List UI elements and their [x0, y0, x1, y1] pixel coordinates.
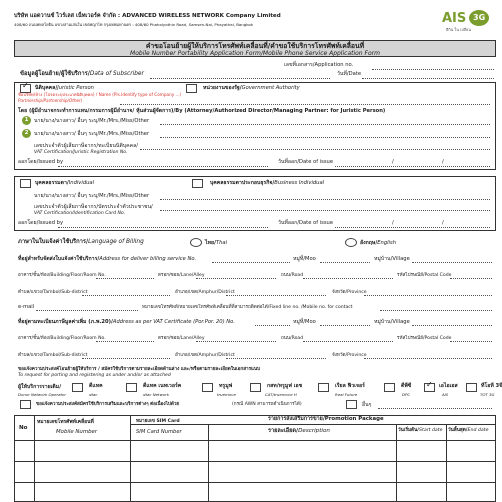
vat-juristic-label: เลขประจำตัวผู้เสียภาษีอากร/ทะเบียนนิติบุคคล/ — [34, 143, 139, 149]
date-separator: / — [442, 220, 444, 226]
operator-dpc-label-en: DPC — [402, 392, 411, 397]
company-name: บริษัท แอดวานซ์ ไวร์เลส เน็ทเวอร์ค จำกัด : ADVANCED WIRELESS NETWORK Company Limited — [14, 13, 281, 19]
operator-truemove-checkbox[interactable] — [202, 383, 213, 392]
individual-name-label: นาย/นาง/นางสาว/ อื่นๆ ระบุ/Mr./Mrs./Miss/Other — [34, 193, 150, 199]
vat-tambol-label: ตำบล/แขวง/Tambol/Sub-district — [18, 353, 88, 358]
billing-house-no-field[interactable] — [212, 262, 290, 263]
government-label: หน่วยงานของรัฐ/Government Authority — [203, 85, 300, 91]
email-label: e-mail — [18, 304, 35, 310]
billing-lane-field[interactable] — [196, 278, 276, 279]
billing-moo-label: หมู่ที่/Moo — [293, 256, 316, 262]
date-label: วันที่/Date — [337, 71, 362, 77]
date-field[interactable] — [362, 78, 494, 79]
vat-district-field[interactable] — [226, 358, 326, 359]
email-field[interactable] — [36, 310, 138, 311]
billing-village-label: หมู่บ้าน/Village — [374, 256, 410, 262]
english-language-label: อังกฤษ/English — [360, 240, 396, 246]
operator-ais-label-en: AIS — [442, 392, 449, 397]
vat-juristic-label-en: VAT Certification/Juristic Registration No. — [34, 150, 128, 155]
table-header-sim-en: SIM Card Number — [136, 429, 182, 435]
thai-language-radio[interactable] — [190, 238, 202, 247]
transfer-intro-thai: ขอแจ้งความประสงค์โอนย้ายผู้ให้บริการ / สมัครใช้บริการตามรายละเอียดด้านล่าง และ/หรือตามรายละเอียดในเอกสารแนบ — [18, 367, 261, 372]
business-individual-checkbox[interactable] — [192, 179, 203, 188]
logo-ais-text: AIS — [442, 11, 467, 26]
extra-services-label: ขอแจ้งความประสงค์สมัครใช้บริการเสริมและบริการต่างๆ ต่อเนื่องไปด้วย — [36, 402, 180, 407]
donor-operator-label-en: Donor Network Operator — [18, 392, 66, 397]
authorized-by-label: โดย (ผู้มีอำนาจกระทำการแทน/กรรมการผู้มีอำนาจ/ หุ้นส่วนผู้จัดการ)/By (Attorney/Authorized Director/Managing Partner: for Juristic Person) — [18, 108, 386, 114]
vat-village-label: หมู่บ้าน/Village — [374, 319, 410, 325]
billing-lane-label: ตรอก/ซอย/Lane/Alley — [158, 273, 205, 278]
billing-road-field[interactable] — [303, 278, 393, 279]
operator-cat-label: กสท/ทรูมูฟ เอช — [267, 383, 303, 389]
company-name-hint: ชื่อบริษัท/ห้าง (โปรดระบุประเภทนิติบุคคล) / Name (Pls.Identify type of Company ...) — [18, 92, 182, 97]
operator-real-future-label: เรียล ฟิวเจอร์ — [335, 383, 365, 389]
person-1-badge: 1 — [22, 116, 31, 125]
billing-moo-field[interactable] — [320, 262, 370, 263]
table-col-divider — [130, 415, 131, 502]
table-header-description: รายละเอียด/Description — [268, 428, 330, 434]
other-field[interactable] — [378, 408, 492, 409]
extra-services-checkbox[interactable] — [20, 400, 31, 409]
english-language-radio[interactable] — [345, 238, 357, 247]
table-row-divider — [14, 482, 496, 483]
operator-dpc-label: ดีพีซี — [401, 383, 412, 389]
company-address: 408/60 ถนนพหลโยธิน แขวงสามเสนใน เขตพญาไท กรุงเทพมหานคร : 408/60 Phaholyothin Road, Samsen-Nai, Phayathai, Bangkok — [14, 22, 253, 27]
billing-tambol-label: ตำบล/แขวง/Tambol/Sub-district — [18, 290, 88, 295]
contact-phone-field[interactable] — [380, 310, 492, 311]
billing-building-label: อาคาร/ชั้น/ห้อง/Building/Floor/Room No. — [18, 273, 106, 278]
operator-dtac-network-checkbox[interactable] — [126, 383, 137, 392]
business-individual-label: บุคคลธรรมดาประกอบธุรกิจ/Business Individual — [210, 180, 325, 186]
vat-village-field[interactable] — [412, 325, 492, 326]
vat-building-label: อาคาร/ชั้น/ห้อง/Building/Floor/Room No. — [18, 336, 106, 341]
table-row-divider — [14, 461, 496, 462]
juristic-label: นิติบุคคล/Juristic Person — [35, 85, 94, 91]
person-1-field[interactable] — [160, 124, 490, 125]
table-header-divider — [130, 424, 496, 425]
operator-dtac-label-en: dtac — [89, 392, 98, 397]
operator-cat-label-en: CAT/truemove H — [265, 392, 297, 397]
operator-dtac-network-label-en: dtac Network — [143, 392, 169, 397]
operator-real-future-checkbox[interactable] — [318, 383, 329, 392]
company-name-field[interactable] — [120, 104, 490, 105]
billing-road-label: ถนน/Road — [281, 273, 304, 278]
table-header-promotion: รายการส่งเสริมการขาย/Promotion Package — [268, 416, 384, 422]
billing-building-field[interactable] — [96, 278, 154, 279]
individual-id-field[interactable] — [160, 210, 490, 211]
vat-address-label: ที่อยู่ตามทะเบียนภาษีมูลค่าเพิ่ม (ภ.พ.20)/Address as per VAT Certificate (Por.Por. 20) No. — [18, 319, 235, 325]
ais-3g-logo — [440, 8, 496, 38]
billing-province-label: จังหวัด/Province — [332, 290, 367, 295]
billing-language-label: ภาษาในใบแจ้งค่าใช้บริการ/Language of Billing — [18, 239, 144, 245]
table-header-no: No — [19, 425, 28, 431]
operator-truemove-label: ทรูมูฟ — [219, 383, 233, 389]
other-checkbox[interactable] — [346, 400, 357, 409]
vat-province-label: จังหวัด/Province — [332, 353, 367, 358]
vat-house-no-field[interactable] — [255, 325, 290, 326]
individual-label: บุคคลธรรมดา/Individual — [35, 180, 95, 186]
vat-postal-field[interactable] — [450, 341, 492, 342]
operator-tot-label: ทีโอที 3จี — [481, 383, 502, 389]
vat-district-label: อำเภอ/เขต/Amphur/District — [175, 353, 235, 358]
individual-checkbox[interactable] — [20, 179, 31, 188]
individual-issued-by-field[interactable] — [58, 227, 268, 228]
thai-language-label: ไทย/Thai — [205, 240, 228, 246]
table-col-divider — [34, 415, 35, 502]
vat-province-field[interactable] — [364, 358, 492, 359]
table-header-end-date: วันสิ้นสุด/End date — [448, 428, 489, 433]
application-no-field[interactable] — [372, 69, 494, 70]
checkmark-icon: ✓ — [426, 380, 433, 389]
vat-tambol-field[interactable] — [82, 358, 170, 359]
table-header-mobile-thai: หมายเลขโทรศัพท์เคลื่อนที่ — [37, 419, 94, 425]
table-header-bottom — [14, 440, 496, 441]
contact-phone-label: หมายเลขโทรศัพท์/หมายเลขโทรศัพท์เคลื่อนที่ที่สามารถติดต่อได้/Fixed line no. /Mobile no. for contact — [142, 305, 353, 310]
vat-moo-field[interactable] — [320, 325, 370, 326]
person-1-label: นาย/นาง/นางสาว/ อื่นๆ ระบุ/Mr./Mrs./Miss/Other — [34, 118, 150, 124]
table-col-divider — [446, 424, 447, 502]
extra-services-note: (กรณี AWN สามารถดำเนินการได้) — [232, 402, 302, 407]
operator-dtac-network-label: ดีแทค เนทเวอร์ค — [143, 383, 182, 389]
juristic-issued-by-field[interactable] — [58, 166, 268, 167]
operator-real-future-label-en: Real Future — [335, 392, 358, 397]
table-col-divider — [208, 424, 209, 502]
operator-dtac-checkbox[interactable] — [72, 383, 83, 392]
operator-dtac-label: ดีแทค — [89, 383, 103, 389]
individual-issue-date-label: วันที่ออก/Date of issue — [278, 220, 334, 226]
billing-district-label: อำเภอ/เขต/Amphur/District — [175, 290, 235, 295]
billing-postal-field[interactable] — [450, 278, 492, 279]
table-header-start-date: วันเริ่มต้น/Start date — [398, 428, 443, 433]
billing-village-field[interactable] — [412, 262, 492, 263]
operator-truemove-label-en: truemove — [217, 392, 236, 397]
logo-3g-badge: 3G — [469, 10, 489, 26]
person-2-field[interactable] — [160, 137, 490, 138]
vat-road-label: ถนน/Road — [281, 336, 304, 341]
person-2-label: นาย/นาง/นางสาว/ อื่นๆ ระบุ/Mr./Mrs./Miss/Other — [34, 131, 150, 137]
individual-id-label: เลขประจำตัวผู้เสียภาษีอากร/บัตรประจำตัวประชาชน/ — [34, 204, 153, 210]
vat-juristic-field[interactable] — [140, 149, 490, 150]
operator-cat-checkbox[interactable] — [250, 383, 261, 392]
juristic-issued-by-label: ออกโดย/Issued by — [18, 159, 64, 165]
government-checkbox[interactable] — [186, 84, 197, 93]
transfer-intro-en: To request for porting and registering as under and/or as attached — [18, 373, 171, 378]
person-2-badge: 2 — [22, 129, 31, 138]
subscriber-field[interactable] — [150, 78, 330, 79]
billing-tambol-field[interactable] — [82, 295, 170, 296]
individual-name-field[interactable] — [160, 199, 490, 200]
subscriber-label: ข้อมูลผู้โอนย้าย/ผู้ใช้บริการ/Data of Subscriber — [20, 71, 144, 77]
individual-id-label-en: VAT Certification/Identification Card No. — [34, 211, 126, 216]
checkmark-icon: ✓ — [22, 81, 29, 90]
date-separator: / — [392, 220, 394, 226]
individual-issued-by-label: ออกโดย/Issued by — [18, 220, 64, 226]
vat-lane-label: ตรอก/ซอย/Lane/Alley — [158, 336, 205, 341]
form-title-thai: คำขอโอนย้ายผู้ให้บริการโทรศัพท์เคลื่อนที่/คำขอใช้บริการโทรศัพท์เคลื่อนที่ — [145, 42, 365, 50]
billing-district-field[interactable] — [226, 295, 326, 296]
vat-road-field[interactable] — [303, 341, 393, 342]
table-header-mobile-en: Mobile Number — [56, 429, 98, 435]
date-separator: / — [442, 159, 444, 165]
date-separator: / — [392, 159, 394, 165]
form-title-bar — [14, 40, 496, 57]
operator-tot-checkbox[interactable] — [466, 383, 477, 392]
individual-issue-date-field[interactable] — [335, 227, 490, 228]
application-no-label: เลขที่เอกสาร/Application no. — [284, 62, 354, 68]
vat-lane-field[interactable] — [196, 341, 276, 342]
vat-building-field[interactable] — [96, 341, 154, 342]
table-header-sim-thai: หมายเลข SIM Card — [136, 419, 180, 424]
table-col-divider — [396, 424, 397, 502]
operator-dpc-checkbox[interactable] — [384, 383, 395, 392]
donor-operator-label: ผู้ให้บริการรายเดิม/ — [18, 384, 62, 390]
vat-moo-label: หมู่ที่/Moo — [293, 319, 316, 325]
billing-address-label: ที่อยู่สำหรับจัดส่งใบแจ้งค่าใช้บริการ/Address for deliver billing service No. — [18, 256, 197, 262]
juristic-issue-date-field[interactable] — [335, 166, 490, 167]
vat-postal-label: รหัสไปรษณีย์/Postal Code — [397, 336, 452, 341]
company-type-hint: Partnership/Partnership/Other) — [18, 98, 83, 103]
operator-tot-label-en: TOT 3G — [480, 392, 495, 397]
logo-tagline: ธีกิน ใน เปลี่ยน — [446, 27, 471, 32]
other-label: อื่นๆ — [362, 402, 372, 408]
juristic-issue-date-label: วันที่ออก/Date of issue — [278, 159, 334, 165]
billing-postal-label: รหัสไปรษณีย์/Postal Code — [397, 273, 452, 278]
form-title-english: Mobile Number Portability Application Form/Mobile Phone Service Application Form — [130, 50, 380, 57]
operator-ais-label: เอไอเอส — [439, 383, 458, 389]
billing-province-field[interactable] — [364, 295, 492, 296]
